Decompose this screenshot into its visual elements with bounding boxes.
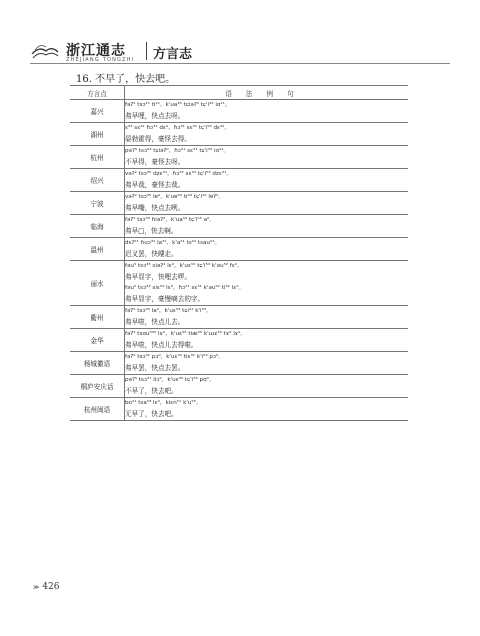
dialect-sentence: 弗早罢，快点去罢。: [125, 364, 185, 372]
dialect-point-cell: 杨城徽语: [70, 352, 125, 375]
phonetic-transcription: bo²¹ tsa⁵³ lɛ⁰，kiɛn⁵¹ k'u⁵⁵。: [125, 400, 202, 406]
column-header-place: 方言点: [70, 86, 125, 100]
dialect-point-cell: 温州: [70, 238, 125, 261]
page-number: 426: [42, 582, 60, 592]
column-header-example: 语法例句: [125, 86, 409, 100]
dialect-sentence: 弗早显字，豪慢嘀去的字。: [125, 295, 205, 303]
dialect-sentence: 晏勃霍得，豪怪去得。: [125, 135, 191, 143]
dialect-sentence: 迟叉罢，快嘍走。: [125, 250, 178, 258]
table-row: [70, 329, 408, 352]
dialect-sentence: 弗早啦，快点儿去。: [125, 318, 185, 326]
example-cell: [125, 123, 409, 146]
phonetic-transcription: pəʔ⁵ tsɔ²¹ liɔ⁰，k'uɛ³⁵ tɕ'i⁵³ pɑ⁰。: [125, 377, 215, 383]
table-row: [70, 398, 408, 421]
dialect-point-cell: 桐庐安庆话: [70, 375, 125, 398]
dialect-sentence: 无早了，快去吧。: [125, 410, 178, 418]
dialect-sentence: 弗早啦，快点儿去得啦。: [125, 341, 198, 349]
page-footer: [33, 582, 59, 592]
table-row: [70, 123, 408, 146]
dialect-sentence: 弗早显字，快哩去啰。: [125, 273, 191, 281]
table-row: [70, 352, 408, 375]
item-title: 16. 不早了，快去吧。: [76, 74, 176, 85]
phonetic-transcription: vəʔ² tsɔ³⁵ dzɛ³¹，ɦɔ²² sɛ³³ tɕ'i⁵³ dzɛ³¹。: [125, 171, 232, 177]
example-cell: [125, 146, 409, 169]
table-row: [70, 238, 408, 261]
table-row: [70, 146, 408, 169]
example-cell: [125, 398, 409, 421]
dialect-sentence: 不早得，豪怪去呀。: [125, 158, 185, 166]
dialect-point-cell: 临海: [70, 215, 125, 238]
phonetic-transcription: fəʔ⁵ tsɔ³¹ pɔ⁰，k'uɛ⁵⁵ tiɛ³¹ k'i⁵³ pɔ⁰。: [125, 354, 224, 360]
phonetic-transcription: ɛ⁵³ sɛ³¹ ɦɔ³¹ dɛ⁰，ɦɔ³¹ sɛ³¹ tɕ'i⁵³ dɛ³¹。: [125, 125, 231, 131]
example-cell: [125, 192, 409, 215]
dialect-point-cell: 湖州: [70, 123, 125, 146]
dialect-sentence: 弗早哩，快点去呀。: [125, 112, 185, 120]
dialect-point-cell: 丽水: [70, 261, 125, 306]
dialect-sentence: 弗早嘞，快点去咧。: [125, 204, 185, 212]
phonetic-transcription: fəu⁵ tsɔ³³ siɛ⁵⁴ lɛ⁰，ɦɔ²¹ sɛ³¹ k'əu⁵² ti⁵² lɛ⁰。: [125, 285, 245, 291]
dialect-point-cell: 宁波: [70, 192, 125, 215]
dialect-sentence: 弗早哉，豪怪去哉。: [125, 181, 185, 189]
example-cell: [125, 261, 409, 306]
example-cell: [125, 329, 409, 352]
phonetic-transcription: dɛʔ²¹ ɦuɔ³¹ la³¹，k'a⁵¹ lo²² tsau²¹。: [125, 240, 221, 246]
phonetic-transcription: vəʔ² tsɔ³⁵ lɐ⁰，k'uɐ³³ ti³³ tɕ'i⁴⁴ lɐʔ²。: [125, 194, 224, 200]
phonetic-transcription: fəʔ³ tsɑu⁵³⁵ lɤ⁰，k'uɛ⁵⁵ tiæ⁵⁵ k'ɯɤ⁵⁵ tɤ⁰ lɤ⁰。: [125, 331, 246, 337]
footer-marker: ≫: [33, 584, 40, 591]
example-cell: [125, 169, 409, 192]
table-row: [70, 169, 408, 192]
dialect-point-cell: 绍兴: [70, 169, 125, 192]
phonetic-transcription: pəʔ⁵ tsɔ⁵³ tɕiəʔ⁰，ɦɔ²¹ sɛ³¹ tɕ'i³³ iɑ²¹。: [125, 148, 230, 154]
phonetic-transcription: fəʔ⁵ tsɔ⁵³ ɦiəʔ²，k'ua⁵⁵ tɕ'i⁵⁵ a⁰。: [125, 217, 215, 223]
table-row: [70, 261, 408, 306]
dialect-point-cell: 嘉兴: [70, 100, 125, 123]
table-row: [70, 100, 408, 123]
dialect-point-cell: 衢州: [70, 306, 125, 329]
phonetic-transcription: fəu⁵ tsɔ³³ siəʔ⁴ lɛ⁰，k'uɛ⁵² tɕ'i⁵³ k'əu⁵² fɛ⁰。: [125, 263, 243, 269]
grammar-example-table: [70, 85, 408, 421]
header-divider: [146, 42, 147, 60]
example-cell: [125, 215, 409, 238]
header-rule: [30, 63, 450, 64]
book-logo-icon: [30, 40, 60, 62]
brand-subtitle: ZHEJIANG TONGZHI: [66, 57, 135, 63]
table-row: [70, 215, 408, 238]
phonetic-transcription: fəʔ⁵ tsɔ²¹ ti²¹，k'ua³³ tɕiəʔ⁵ tɕ'i³³ iɑ²¹。: [125, 102, 231, 108]
dialect-point-cell: 金华: [70, 329, 125, 352]
dialect-sentence: 弗早□，快去啊。: [125, 227, 178, 235]
dialect-point-cell: 杭州闽语: [70, 398, 125, 421]
example-cell: [125, 306, 409, 329]
dialect-sentence: 不早了，快去吧。: [125, 387, 178, 395]
table-row: [70, 192, 408, 215]
brand-title: 浙江通志: [66, 43, 126, 59]
table-header-row: [70, 86, 408, 100]
section-title: 方言志: [153, 47, 193, 62]
example-cell: [125, 100, 409, 123]
phonetic-transcription: fəʔ⁵ tsɔ³⁵ la⁰，k'uɛ⁵³ tɕi²¹ k'i⁵³。: [125, 308, 212, 314]
example-cell: [125, 238, 409, 261]
table-row: [70, 306, 408, 329]
table-row: [70, 375, 408, 398]
example-cell: [125, 352, 409, 375]
example-cell: [125, 375, 409, 398]
dialect-point-cell: 杭州: [70, 146, 125, 169]
